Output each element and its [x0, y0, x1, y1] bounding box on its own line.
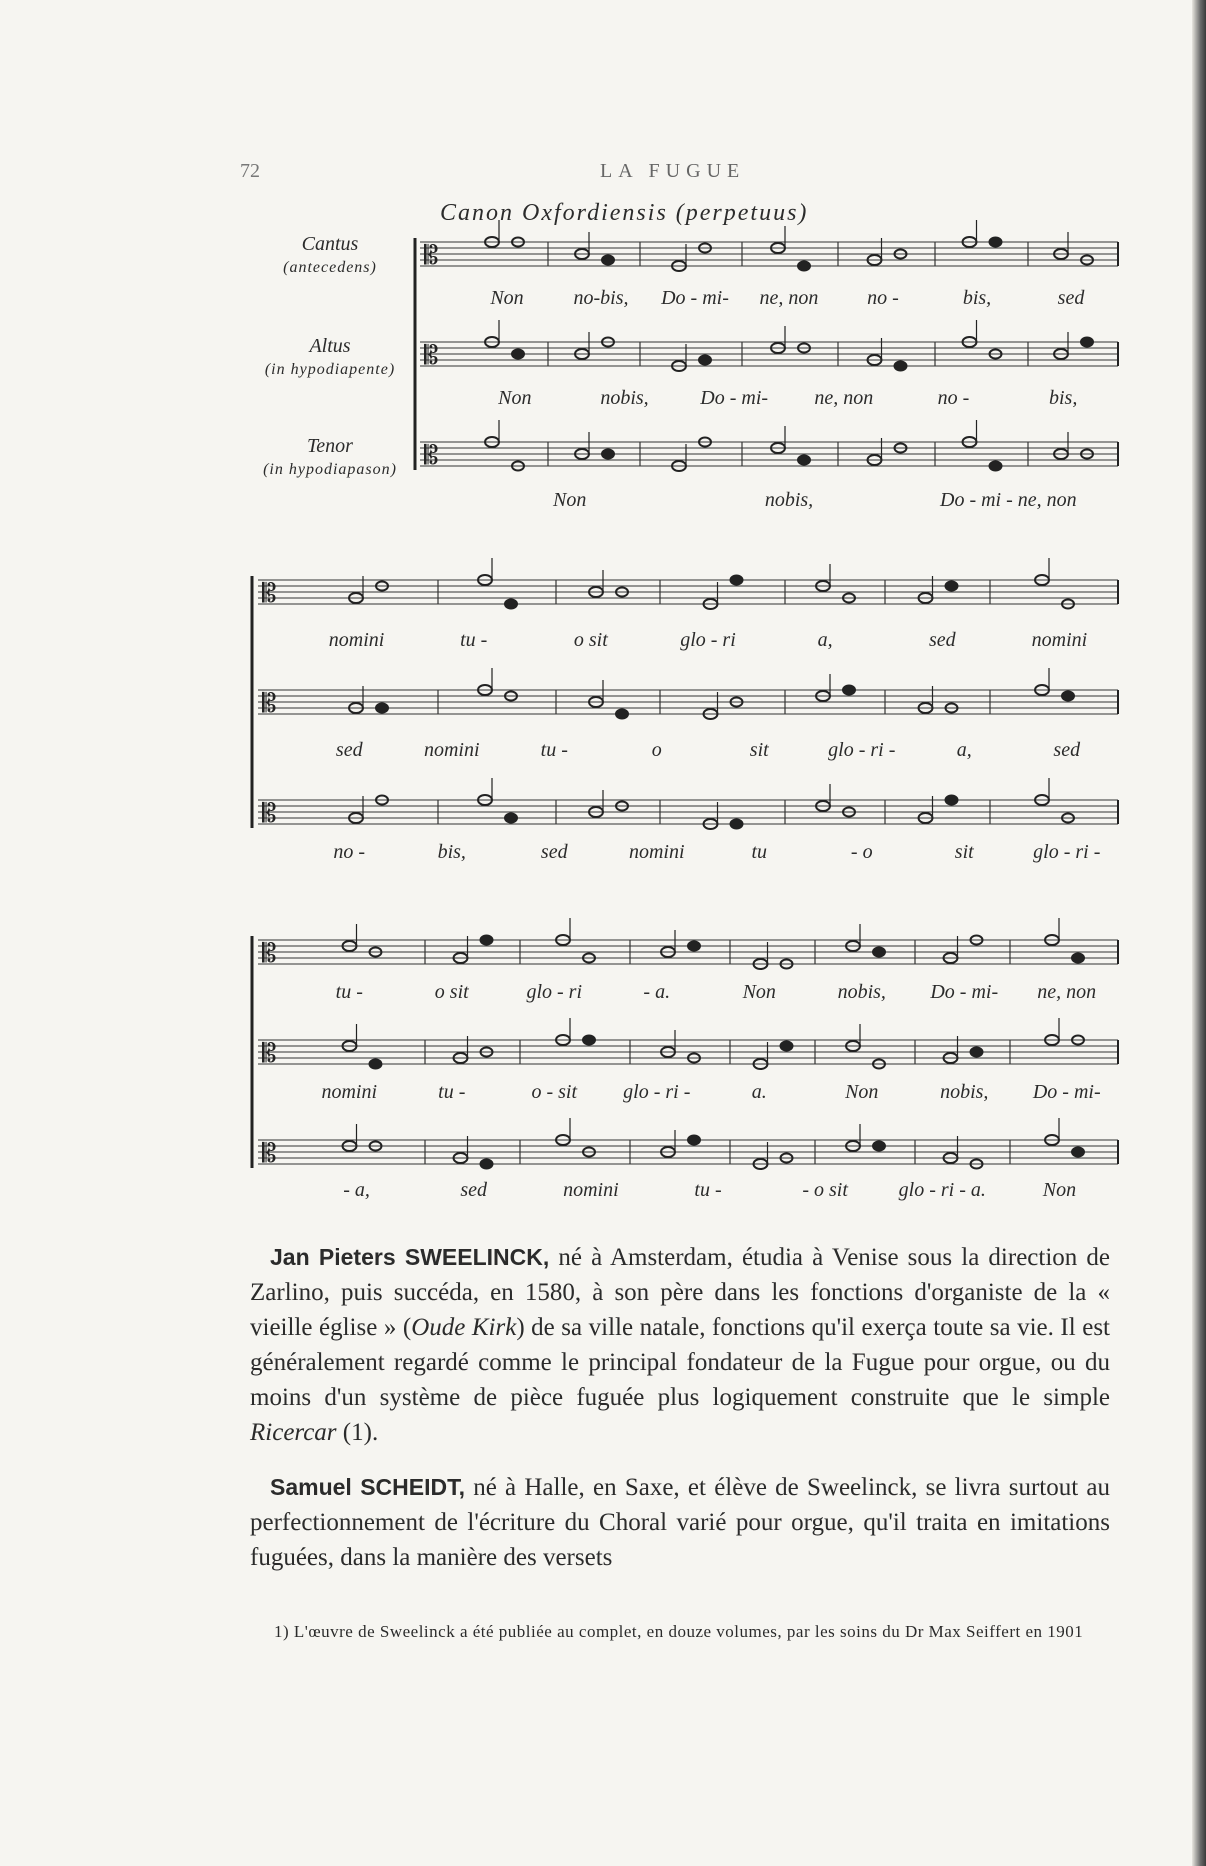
lyric-syllable: nobis,: [600, 387, 649, 409]
voice-desc: (in hypodiapason): [263, 461, 397, 478]
note-head: [688, 942, 700, 951]
lyric-syllable: tu -: [694, 1179, 722, 1201]
c-clef-icon: 𝄡: [424, 241, 439, 271]
body-text: [250, 1240, 1110, 1595]
lyric-syllable: bis,: [962, 287, 992, 309]
c-clef-icon: 𝄡: [424, 341, 439, 371]
lyric-syllable: nomini: [563, 1179, 619, 1201]
lyric-syllable: Do - mi-: [930, 981, 999, 1003]
lyric-syllable: Non: [845, 1081, 879, 1103]
lyric-syllable: nomini: [423, 739, 480, 761]
note-head: [481, 936, 493, 945]
lyric-syllable: bis,: [1048, 387, 1078, 409]
note-head: [616, 710, 628, 719]
note-head: [602, 450, 614, 459]
lyric-syllable: glo - ri -: [1033, 841, 1101, 863]
note-head: [699, 356, 711, 365]
note-head: [583, 1036, 595, 1045]
lyric-syllable: - a,: [343, 1179, 370, 1201]
lyric-syllable: no -: [867, 287, 899, 309]
lyric-syllable: ne, non: [759, 287, 819, 309]
note-head: [990, 238, 1002, 247]
lyric-syllable: no -: [333, 841, 366, 863]
note-head: [1062, 692, 1074, 701]
lyric-syllable: ne, non: [814, 387, 874, 409]
lyric-syllable: - o sit: [802, 1179, 848, 1201]
c-clef-icon: 𝄡: [262, 939, 277, 969]
lyric-syllable: Non: [742, 981, 776, 1003]
c-clef-icon: 𝄡: [262, 1039, 277, 1069]
note-head: [946, 796, 958, 805]
note-head: [1072, 1148, 1084, 1157]
lyric-syllable: glo - ri: [680, 629, 736, 651]
note-head: [512, 350, 524, 359]
lyric-syllable: sed: [1053, 739, 1081, 761]
lyric-syllable: Do - mi - ne, non: [940, 489, 1077, 511]
note-head: [602, 256, 614, 265]
note-head: [873, 948, 885, 957]
composer-name: Samuel SCHEIDT,: [270, 1474, 465, 1500]
lyric-syllable: o sit: [573, 629, 608, 651]
note-head: [971, 1048, 983, 1057]
paragraph-sweelinck: Jan Pieters SWEELINCK, né à Amsterdam, étudia à Venise sous la direction de Zarlino, puis succéda, en 1580, à son père dans les fonctions d'organiste de la « vieille église » (Oude Kirk) de sa ville natale, fonctions qu'il exerça toute sa vie. Il est généralement regardé comme le principal fondateur de la Fugue pour orgue, ou du moins d'un système de pièce fuguée plus logiquement construite que le simple Ricercar (1).: [250, 1244, 1110, 1446]
paragraph-scheidt: Samuel SCHEIDT, né à Halle, en Saxe, et élève de Sweelinck, se livra surtout au perfectionnement de l'écriture du Choral varié pour orgue, qu'il traita en imitations fuguées, dans la manière des versets: [250, 1474, 1110, 1571]
lyric-syllable: nomini: [321, 1081, 378, 1103]
lyric-syllable: sit: [954, 841, 974, 863]
lyric-syllable: ne, non: [1037, 981, 1097, 1003]
note-head: [843, 686, 855, 695]
lyric-syllable: tu -: [438, 1081, 466, 1103]
lyric-syllable: glo - ri -: [623, 1081, 691, 1103]
voice-desc: (antecedens): [283, 259, 377, 276]
lyric-syllable: o sit: [434, 981, 469, 1003]
note-head: [370, 1060, 382, 1069]
lyric-syllable: - o: [850, 841, 873, 863]
lyric-syllable: a.: [751, 1081, 767, 1103]
lyric-syllable: sed: [1057, 287, 1085, 309]
lyric-syllable: tu: [751, 841, 768, 863]
lyric-syllable: o - sit: [531, 1081, 578, 1103]
lyric-syllable: Do - mi-: [700, 387, 769, 409]
lyric-syllable: nobis,: [837, 981, 886, 1003]
lyric-syllable: Non: [1042, 1179, 1077, 1201]
lyric-syllable: nobis,: [764, 489, 814, 511]
voice-name: Cantus: [301, 233, 359, 255]
canon-title: Canon Oxfordiensis (perpetuus): [440, 200, 809, 226]
note-head: [505, 814, 517, 823]
note-head: [895, 362, 907, 371]
composer-name: Jan Pieters SWEELINCK,: [270, 1244, 550, 1270]
note-head: [688, 1136, 700, 1145]
note-head: [505, 600, 517, 609]
note-head: [731, 576, 743, 585]
note-head: [798, 262, 810, 271]
lyric-syllable: sed: [460, 1179, 488, 1201]
lyric-syllable: nobis,: [940, 1081, 989, 1103]
page-number: 72: [240, 160, 260, 182]
lyric-syllable: tu -: [335, 981, 363, 1003]
note-head: [798, 456, 810, 465]
lyric-syllable: Do - mi-: [661, 287, 729, 309]
note-head: [1081, 338, 1093, 347]
lyric-syllable: o: [651, 739, 662, 761]
lyric-syllable: nomini: [628, 841, 685, 863]
lyric-syllable: sed: [335, 739, 363, 761]
voice-desc: (in hypodiapente): [264, 361, 396, 378]
c-clef-icon: 𝄡: [262, 799, 277, 829]
lyric-syllable: Non: [498, 387, 532, 409]
lyric-syllable: glo - ri - a.: [898, 1179, 986, 1201]
note-head: [376, 704, 388, 713]
c-clef-icon: 𝄡: [262, 689, 277, 719]
lyric-syllable: nomini: [1031, 629, 1088, 651]
lyric-syllable: tu -: [540, 739, 568, 761]
lyric-syllable: tu -: [460, 629, 488, 651]
c-clef-icon: 𝄡: [424, 441, 439, 471]
lyric-syllable: - a.: [643, 981, 671, 1003]
footnote: 1) L'œuvre de Sweelinck a été publiée au complet, en douze volumes, par les soins du Dr Max Seiffert en 1901: [274, 1622, 1084, 1641]
c-clef-icon: 𝄡: [262, 579, 277, 609]
lyric-syllable: a,: [956, 739, 972, 761]
voice-name: Tenor: [307, 435, 353, 457]
note-head: [731, 820, 743, 829]
lyric-syllable: no-bis,: [573, 287, 629, 309]
note-head: [781, 1042, 793, 1051]
lyric-syllable: Non: [552, 489, 587, 511]
lyric-syllable: Do - mi-: [1032, 1081, 1101, 1103]
lyric-syllable: sed: [928, 629, 956, 651]
lyric-syllable: no -: [937, 387, 970, 409]
lyric-syllable: Non: [490, 287, 524, 309]
lyric-syllable: glo - ri -: [828, 739, 896, 761]
lyric-syllable: glo - ri: [526, 981, 583, 1003]
c-clef-icon: 𝄡: [262, 1139, 277, 1169]
lyric-syllable: sit: [749, 739, 769, 761]
voice-name: Altus: [309, 335, 351, 357]
lyric-syllable: bis,: [437, 841, 466, 863]
running-title: LA FUGUE: [600, 160, 746, 182]
note-head: [990, 462, 1002, 471]
lyric-syllable: a,: [817, 629, 833, 651]
lyric-syllable: nomini: [328, 629, 385, 651]
note-head: [481, 1160, 493, 1169]
note-head: [946, 582, 958, 591]
note-head: [1072, 954, 1084, 963]
note-head: [873, 1142, 885, 1151]
lyric-syllable: sed: [540, 841, 568, 863]
